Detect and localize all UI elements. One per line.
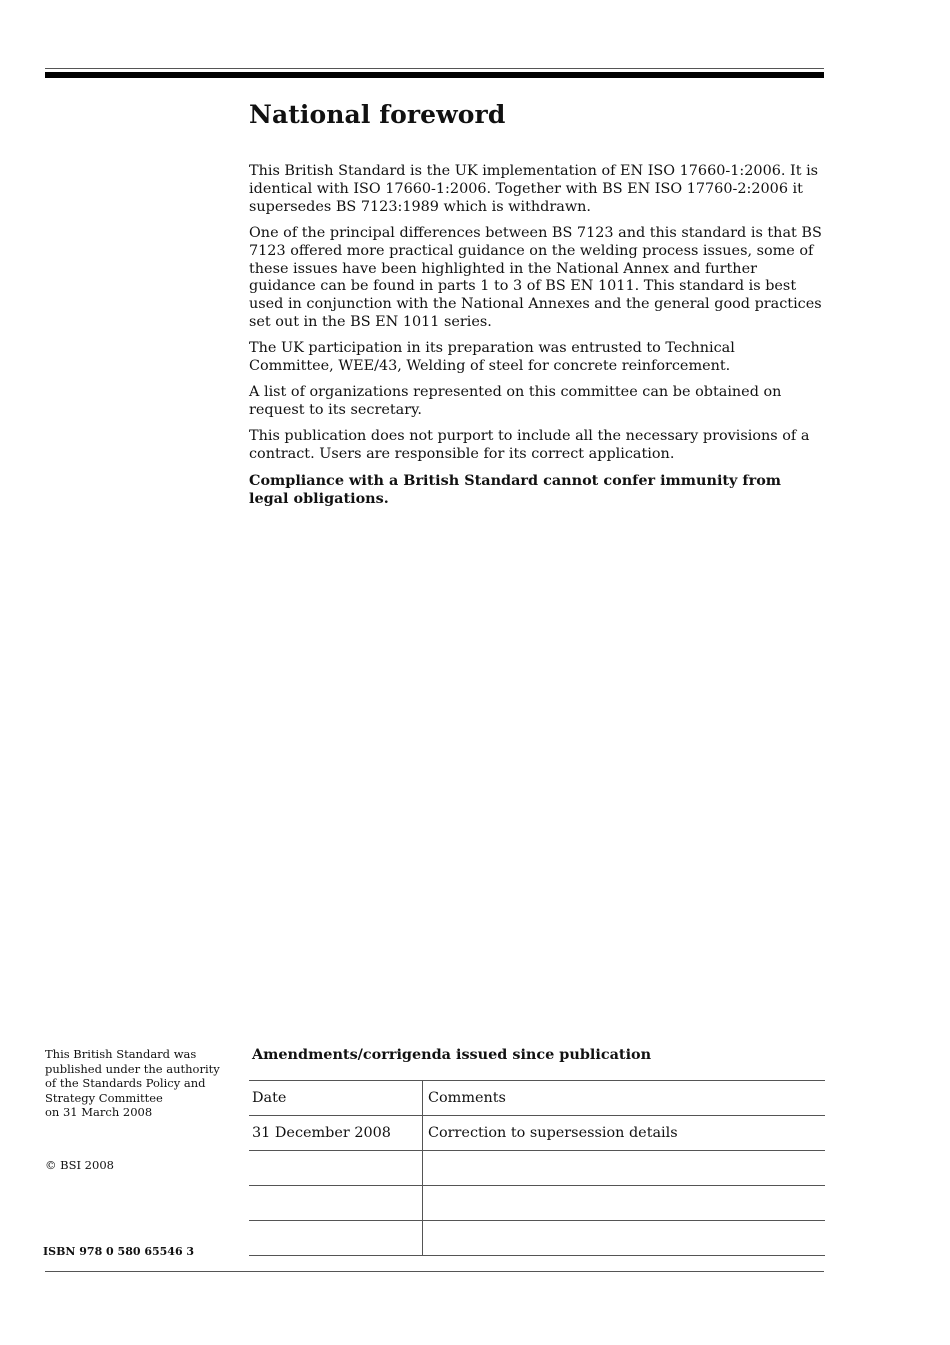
comment-cell	[423, 1221, 826, 1256]
paragraph: This British Standard is the UK implementation of EN ISO 17660-1:2006. It is identical with ISO 17660-1:2006. Together with BS EN ISO 17760-2:2006 it supersedes BS 7123:1989 which is withdrawn.	[249, 163, 819, 215]
amendments-title: Amendments/corrigenda issued since publication	[252, 1046, 652, 1063]
publication-note-line: published under the authority	[45, 1061, 220, 1076]
paragraph: The UK participation in its preparation was entrusted to Technical Committee, WEE/43, Welding of steel for concrete reinforcement.	[249, 340, 735, 375]
page-title: National foreword	[249, 100, 506, 129]
paragraph: This publication does not purport to include all the necessary provisions of a contract. Users are responsible for its correct application.	[249, 427, 810, 462]
paragraph: A list of organizations represented on this committee can be obtained on request to its secretary.	[249, 383, 782, 418]
date-cell	[249, 1186, 423, 1221]
table-row	[249, 1151, 825, 1186]
publication-note-line: of the Standards Policy and	[45, 1076, 206, 1091]
table-row	[249, 1221, 825, 1256]
date-cell	[249, 1151, 423, 1186]
comment-cell: Correction to supersession details	[423, 1116, 826, 1151]
publication-note-line: Strategy Committee	[45, 1090, 163, 1105]
comment-cell	[423, 1151, 826, 1186]
top-rule-thin	[45, 68, 824, 69]
bottom-rule	[45, 1271, 824, 1272]
table-header-row	[249, 1081, 825, 1116]
publication-note-line: on 31 March 2008	[45, 1105, 153, 1120]
top-rule-thick	[45, 72, 824, 78]
column-header-comments: Comments	[423, 1081, 826, 1116]
paragraph: One of the principal differences between BS 7123 and this standard is that BS 7123 offered more practical guidance on the welding process issues, some of these issues have been highlighted in the National Annex and further guidance can be found in parts 1 to 3 of BS EN 1011. This standard is best used in conjunction with the National Annexes and the general good practices set out in the BS EN 1011 series.	[249, 224, 822, 331]
column-header-date: Date	[249, 1081, 423, 1116]
table-row	[249, 1186, 825, 1221]
publication-note	[45, 1047, 230, 1120]
compliance-note: Compliance with a British Standard cannot confer immunity from legal obligations.	[249, 471, 782, 507]
isbn: ISBN 978 0 580 65546 3	[43, 1245, 195, 1258]
date-cell	[249, 1221, 423, 1256]
amendments-table	[249, 1080, 825, 1256]
date-cell: 31 December 2008	[249, 1116, 423, 1151]
publication-note-line: This British Standard was	[45, 1047, 197, 1061]
foreword-body	[249, 163, 824, 515]
copyright: © BSI 2008	[45, 1158, 114, 1172]
comment-cell	[423, 1186, 826, 1221]
table-row	[249, 1116, 825, 1151]
